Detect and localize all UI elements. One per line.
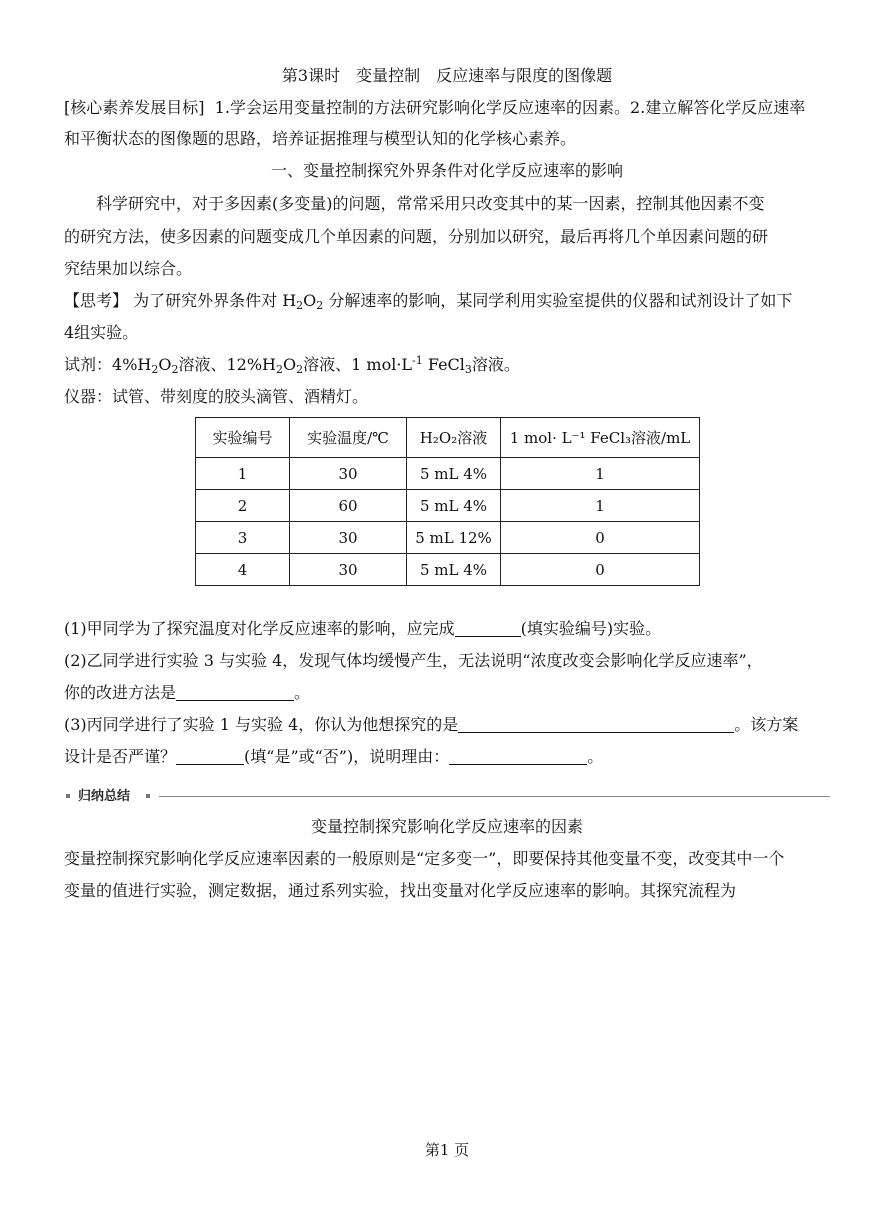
table-row — [196, 490, 700, 522]
subscript: 2 — [316, 299, 324, 312]
table-cell: 4 — [196, 554, 290, 586]
question-text: 。 — [587, 747, 604, 766]
table-cell: 30 — [290, 522, 407, 554]
table-row — [196, 554, 700, 586]
question-text: (3)丙同学进行了实验 1 与实验 4，你认为他想探究的是 — [64, 715, 459, 734]
question-2-line-2 — [64, 683, 310, 703]
question-text: 你的改进方法是 — [64, 683, 177, 702]
question-text: (填实验编号)实验。 — [520, 619, 662, 638]
reagents-label: 试剂： — [64, 355, 113, 374]
reagent-text: 4%H — [112, 355, 152, 374]
goals-label: [核心素养发展目标] — [64, 98, 205, 117]
intro-line-2: 的研究方法，使多因素的问题变成几个单因素的问题，分别加以研究，最后再将几个单因素问题的研 — [64, 227, 769, 246]
answer-blank[interactable] — [458, 716, 734, 733]
table-cell: 2 — [196, 490, 290, 522]
table-header-row — [196, 418, 700, 458]
table-cell: 1 — [501, 490, 700, 522]
subscript: 2 — [296, 299, 304, 312]
goals-line-2: 和平衡状态的图像题的思路，培养证据推理与模型认知的化学核心素养。 — [64, 129, 577, 148]
answer-blank[interactable] — [449, 748, 587, 765]
table-cell: 0 — [501, 554, 700, 586]
subscript: 2 — [171, 363, 179, 376]
think-label: 【思考】 — [64, 291, 129, 310]
question-1 — [64, 619, 661, 639]
question-text: 。 — [294, 683, 311, 702]
subscript: 2 — [296, 363, 304, 376]
question-3-line-2 — [64, 747, 603, 767]
reagent-text: 溶液。 — [471, 355, 520, 374]
reagents-line — [64, 355, 520, 375]
reagent-text: O — [283, 355, 297, 374]
table-cell: 60 — [290, 490, 407, 522]
table-row — [196, 522, 700, 554]
goals-line-1 — [64, 98, 805, 118]
header-exp-no: 实验编号 — [196, 418, 290, 458]
reagent-text: FeCl — [422, 355, 465, 374]
question-2-line-1: (2)乙同学进行实验 3 与实验 4，发现气体均缓慢产生，无法说明“浓度改变会影响化学反应速率”， — [64, 651, 763, 670]
bullet-square-icon — [66, 794, 70, 798]
question-3-line-1 — [64, 715, 798, 735]
divider-rule — [159, 796, 830, 797]
superscript: -1 — [412, 354, 423, 367]
question-text: 。该方案 — [734, 715, 799, 734]
table-row — [196, 458, 700, 490]
think-line-2: 4组实验。 — [64, 323, 139, 342]
summary-title: 变量控制探究影响化学反应速率的因素 — [310, 817, 583, 836]
summary-divider — [64, 789, 830, 805]
reagent-text: O — [158, 355, 172, 374]
summary-line-2: 变量的值进行实验，测定数据，通过系列实验，找出变量对化学反应速率的影响。其探究流程为 — [64, 881, 737, 900]
subscript: 2 — [151, 363, 159, 376]
header-temperature: 实验温度/℃ — [290, 418, 407, 458]
think-text: O — [303, 291, 317, 310]
question-text: 设计是否严谨？ — [64, 747, 177, 766]
instruments-line: 仪器：试管、带刻度的胶头滴管、酒精灯。 — [64, 387, 369, 406]
table-cell: 0 — [501, 522, 700, 554]
goals-text-1: 1.学会运用变量控制的方法研究影响化学反应速率的因素。2.建立解答化学反应速率 — [214, 98, 806, 117]
reagent-text: 溶液、1 mol·L — [303, 355, 413, 374]
table-cell: 30 — [290, 458, 407, 490]
answer-blank[interactable] — [455, 620, 521, 637]
answer-blank[interactable] — [176, 684, 294, 701]
page-number: 第1 页 — [424, 1141, 470, 1159]
think-text: 分解速率的影响，某同学利用实验室提供的仪器和试剂设计了如下 — [323, 291, 793, 310]
subscript: 2 — [276, 363, 284, 376]
answer-blank[interactable] — [176, 748, 244, 765]
header-fecl3: 1 mol· L⁻¹ FeCl₃溶液/mL — [501, 418, 700, 458]
think-line-1 — [64, 291, 792, 311]
table-cell: 3 — [196, 522, 290, 554]
section-heading: 一、变量控制探究外界条件对化学反应速率的影响 — [270, 161, 623, 180]
intro-line-3: 究结果加以综合。 — [64, 259, 193, 278]
summary-line-1: 变量控制探究影响化学反应速率因素的一般原则是“定多变一”，即要保持其他变量不变，改变其中一个 — [64, 849, 785, 868]
think-text: 为了研究外界条件对 H — [133, 291, 297, 310]
bullet-square-icon — [146, 794, 150, 798]
lesson-title: 第3课时 变量控制 反应速率与限度的图像题 — [281, 66, 613, 85]
table-cell: 5 mL 12% — [407, 522, 501, 554]
reagent-text: 溶液、12%H — [178, 355, 277, 374]
intro-line-1: 科学研究中，对于多因素(多变量)的问题，常常采用只改变其中的某一因素，控制其他因素不变 — [96, 194, 765, 213]
table-cell: 30 — [290, 554, 407, 586]
summary-label: 归纳总结 — [78, 789, 131, 804]
question-text: (1)甲同学为了探究温度对化学反应速率的影响，应完成 — [64, 619, 455, 638]
subscript: 3 — [464, 363, 472, 376]
table-cell: 1 — [196, 458, 290, 490]
question-text: (填“是”或“否”)，说明理由： — [244, 747, 450, 766]
table-cell: 5 mL 4% — [407, 458, 501, 490]
experiment-table — [195, 417, 700, 586]
table-cell: 5 mL 4% — [407, 490, 501, 522]
table-cell: 5 mL 4% — [407, 554, 501, 586]
header-h2o2: H₂O₂溶液 — [407, 418, 501, 458]
table-cell: 1 — [501, 458, 700, 490]
